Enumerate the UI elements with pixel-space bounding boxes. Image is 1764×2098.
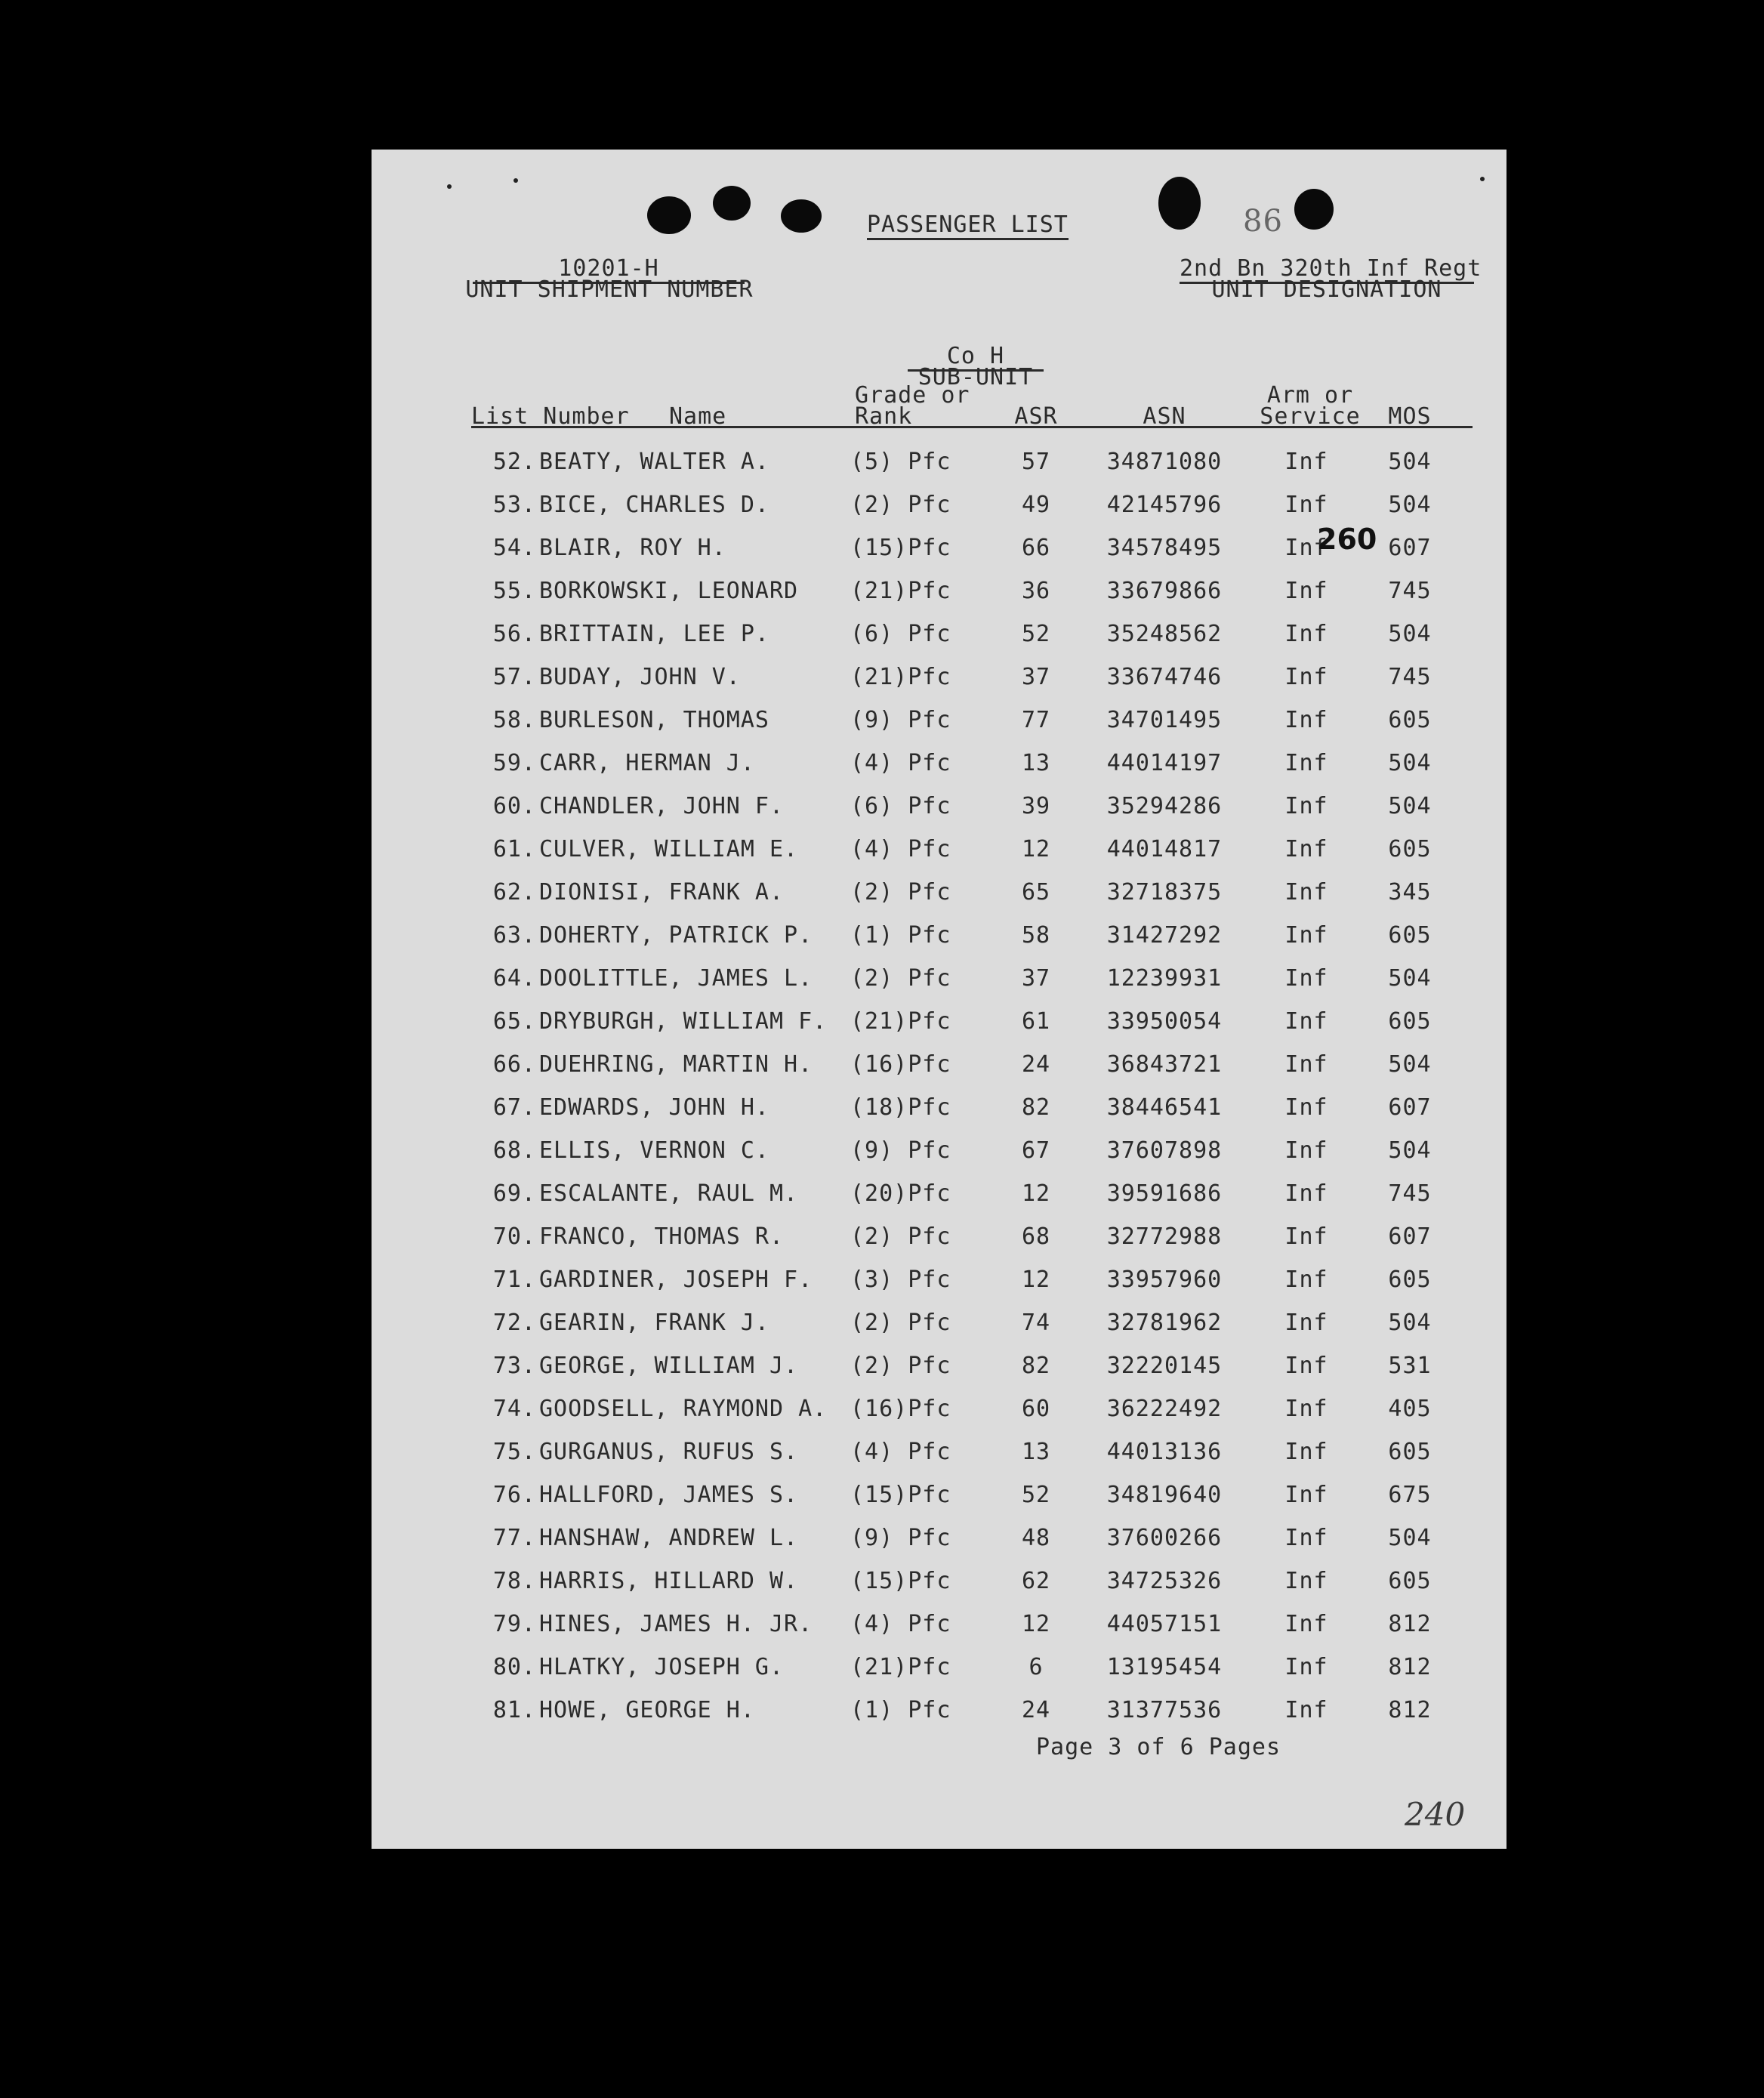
list-number: 63. <box>492 922 536 949</box>
col-header-arm-line1: Arm or <box>1266 382 1354 409</box>
list-number: 74. <box>492 1396 536 1422</box>
arm: Inf <box>1284 1180 1328 1207</box>
person-name: BLAIR, ROY H. <box>539 535 726 561</box>
grade: (5) Pfc <box>850 449 951 475</box>
asr: 62 <box>1021 1568 1051 1594</box>
table-row <box>372 707 1506 749</box>
arm: Inf <box>1284 965 1328 992</box>
table-row <box>372 1439 1506 1481</box>
sub-unit-label: SUB-UNIT <box>917 364 1034 390</box>
arm: Inf <box>1284 1525 1328 1551</box>
document-page <box>372 150 1506 1849</box>
mos: 605 <box>1388 1008 1432 1035</box>
arm: Inf <box>1284 1310 1328 1336</box>
mos: 504 <box>1388 965 1432 992</box>
list-number: 79. <box>492 1611 536 1637</box>
list-number: 73. <box>492 1353 536 1379</box>
person-name: HLATKY, JOSEPH G. <box>539 1654 785 1680</box>
asr: 6 <box>1028 1654 1044 1680</box>
person-name: BURLESON, THOMAS <box>539 707 769 733</box>
arm: Inf <box>1284 449 1328 475</box>
punch-hole-1 <box>647 196 691 234</box>
unit-designation: 2nd Bn 320th Inf Regt <box>1180 255 1474 284</box>
list-number: 58. <box>492 707 536 733</box>
table-row <box>372 1482 1506 1524</box>
asn: 34871080 <box>1106 449 1223 475</box>
list-number: 78. <box>492 1568 536 1594</box>
arm: Inf <box>1284 750 1328 776</box>
grade: (6) Pfc <box>850 793 951 819</box>
person-name: HARRIS, HILLARD W. <box>539 1568 799 1594</box>
document-title: PASSENGER LIST <box>867 211 1069 240</box>
table-row <box>372 750 1506 792</box>
table-row <box>372 1568 1506 1610</box>
person-name: EDWARDS, JOHN H. <box>539 1094 769 1121</box>
list-number: 59. <box>492 750 536 776</box>
asr: 52 <box>1021 621 1051 647</box>
asn: 33957960 <box>1106 1267 1223 1293</box>
asr: 65 <box>1021 879 1051 906</box>
table-row <box>372 1267 1506 1309</box>
grade: (16)Pfc <box>850 1051 951 1078</box>
person-name: GEORGE, WILLIAM J. <box>539 1353 799 1379</box>
unit-shipment-number: 10201-H <box>473 255 745 284</box>
person-name: ELLIS, VERNON C. <box>539 1137 769 1164</box>
asn: 35248562 <box>1106 621 1223 647</box>
unit-designation-label: UNIT DESIGNATION <box>1211 276 1442 303</box>
arm: Inf <box>1284 922 1328 949</box>
list-number: 71. <box>492 1267 536 1293</box>
grade: (4) Pfc <box>850 1611 951 1637</box>
grade: (9) Pfc <box>850 707 951 733</box>
asn: 44013136 <box>1106 1439 1223 1465</box>
person-name: BEATY, WALTER A. <box>539 449 769 475</box>
grade: (2) Pfc <box>850 1310 951 1336</box>
arm: Inf <box>1284 1697 1328 1723</box>
list-number: 75. <box>492 1439 536 1465</box>
person-name: GARDINER, JOSEPH F. <box>539 1267 813 1293</box>
table-row <box>372 1353 1506 1395</box>
asn: 39591686 <box>1106 1180 1223 1207</box>
mos: 607 <box>1388 1223 1432 1250</box>
asn: 32772988 <box>1106 1223 1223 1250</box>
asr: 60 <box>1021 1396 1051 1422</box>
list-number: 76. <box>492 1482 536 1508</box>
punch-hole-4 <box>1158 177 1201 230</box>
table-row <box>372 664 1506 706</box>
person-name: DOOLITTLE, JAMES L. <box>539 965 813 992</box>
punch-hole-2 <box>713 186 751 221</box>
person-name: HANSHAW, ANDREW L. <box>539 1525 799 1551</box>
asn: 13195454 <box>1106 1654 1223 1680</box>
punch-hole-3 <box>781 199 822 233</box>
mos: 345 <box>1388 879 1432 906</box>
table-row <box>372 879 1506 921</box>
table-row <box>372 1051 1506 1094</box>
arm: Inf <box>1284 707 1328 733</box>
asn: 38446541 <box>1106 1094 1223 1121</box>
grade: (21)Pfc <box>850 1654 951 1680</box>
mos: 745 <box>1388 664 1432 690</box>
asn: 32220145 <box>1106 1353 1223 1379</box>
asr: 13 <box>1021 750 1051 776</box>
mos: 504 <box>1388 1137 1432 1164</box>
table-row <box>372 793 1506 835</box>
person-name: HALLFORD, JAMES S. <box>539 1482 799 1508</box>
asn: 33679866 <box>1106 578 1223 604</box>
mos: 745 <box>1388 1180 1432 1207</box>
list-number: 60. <box>492 793 536 819</box>
person-name: GURGANUS, RUFUS S. <box>539 1439 799 1465</box>
arm: Inf <box>1284 1223 1328 1250</box>
asr: 67 <box>1021 1137 1051 1164</box>
grade: (2) Pfc <box>850 492 951 518</box>
mos: 607 <box>1388 1094 1432 1121</box>
grade: (9) Pfc <box>850 1137 951 1164</box>
person-name: CARR, HERMAN J. <box>539 750 755 776</box>
asr: 66 <box>1021 535 1051 561</box>
asn: 36843721 <box>1106 1051 1223 1078</box>
col-header-name: Name <box>669 403 727 430</box>
list-number: 53. <box>492 492 536 518</box>
person-name: FRANCO, THOMAS R. <box>539 1223 785 1250</box>
mos: 675 <box>1388 1482 1432 1508</box>
asn: 34819640 <box>1106 1482 1223 1508</box>
table-row <box>372 1180 1506 1223</box>
mos: 605 <box>1388 922 1432 949</box>
person-name: BRITTAIN, LEE P. <box>539 621 769 647</box>
asn: 44014817 <box>1106 836 1223 862</box>
folio-number: 240 <box>1405 1796 1466 1833</box>
asr: 24 <box>1021 1051 1051 1078</box>
table-row <box>372 578 1506 620</box>
grade: (15)Pfc <box>850 535 951 561</box>
asr: 37 <box>1021 664 1051 690</box>
grade: (2) Pfc <box>850 1223 951 1250</box>
table-row <box>372 922 1506 964</box>
asr: 74 <box>1021 1310 1051 1336</box>
header-rule <box>471 426 1473 428</box>
person-name: BICE, CHARLES D. <box>539 492 769 518</box>
col-header-asn: ASN <box>1143 403 1186 430</box>
person-name: DRYBURGH, WILLIAM F. <box>539 1008 828 1035</box>
mos: 405 <box>1388 1396 1432 1422</box>
table-row <box>372 1396 1506 1438</box>
grade: (21)Pfc <box>850 664 951 690</box>
grade: (1) Pfc <box>850 1697 951 1723</box>
asr: 82 <box>1021 1353 1051 1379</box>
table-row <box>372 1611 1506 1653</box>
mos: 605 <box>1388 1568 1432 1594</box>
speck-3 <box>1480 177 1485 181</box>
person-name: HOWE, GEORGE H. <box>539 1697 755 1723</box>
asn: 12239931 <box>1106 965 1223 992</box>
mos: 504 <box>1388 1051 1432 1078</box>
table-row <box>372 621 1506 663</box>
table-row <box>372 1008 1506 1051</box>
person-name: BORKOWSKI, LEONARD <box>539 578 799 604</box>
asr: 12 <box>1021 1611 1051 1637</box>
mos: 812 <box>1388 1611 1432 1637</box>
col-header-asr: ASR <box>1014 403 1058 430</box>
list-number: 64. <box>492 965 536 992</box>
mos: 504 <box>1388 750 1432 776</box>
grade: (20)Pfc <box>850 1180 951 1207</box>
mos: 504 <box>1388 449 1432 475</box>
table-row <box>372 1223 1506 1266</box>
table-row <box>372 1310 1506 1352</box>
grade: (2) Pfc <box>850 1353 951 1379</box>
col-header-grade-line1: Grade or <box>855 382 970 409</box>
person-name: DIONISI, FRANK A. <box>539 879 785 906</box>
person-name: DOHERTY, PATRICK P. <box>539 922 813 949</box>
asr: 12 <box>1021 836 1051 862</box>
asr: 36 <box>1021 578 1051 604</box>
asn: 34578495 <box>1106 535 1223 561</box>
asr: 77 <box>1021 707 1051 733</box>
asn: 44014197 <box>1106 750 1223 776</box>
asn: 35294286 <box>1106 793 1223 819</box>
asn: 31427292 <box>1106 922 1223 949</box>
stamp-number: 260 <box>1317 523 1377 556</box>
grade: (21)Pfc <box>850 578 951 604</box>
mos: 605 <box>1388 1439 1432 1465</box>
person-name: GOODSELL, RAYMOND A. <box>539 1396 828 1422</box>
table-row <box>372 449 1506 491</box>
grade: (4) Pfc <box>850 1439 951 1465</box>
asn: 31377536 <box>1106 1697 1223 1723</box>
grade: (15)Pfc <box>850 1482 951 1508</box>
arm: Inf <box>1284 836 1328 862</box>
col-header-list-number: List Number <box>471 403 630 430</box>
list-number: 68. <box>492 1137 536 1164</box>
mos: 605 <box>1388 836 1432 862</box>
list-number: 54. <box>492 535 536 561</box>
asr: 61 <box>1021 1008 1051 1035</box>
table-row <box>372 1697 1506 1739</box>
list-number: 57. <box>492 664 536 690</box>
asr: 82 <box>1021 1094 1051 1121</box>
grade: (15)Pfc <box>850 1568 951 1594</box>
arm: Inf <box>1284 1568 1328 1594</box>
arm: Inf <box>1284 621 1328 647</box>
arm: Inf <box>1284 1353 1328 1379</box>
arm: Inf <box>1284 1654 1328 1680</box>
asn: 34701495 <box>1106 707 1223 733</box>
grade: (3) Pfc <box>850 1267 951 1293</box>
col-header-grade-line2: Rank <box>855 403 913 430</box>
grade: (9) Pfc <box>850 1525 951 1551</box>
sub-unit: Co H <box>908 343 1044 372</box>
mos: 607 <box>1388 535 1432 561</box>
table-row <box>372 1525 1506 1567</box>
speck-1 <box>447 184 452 189</box>
person-name: BUDAY, JOHN V. <box>539 664 741 690</box>
mos: 605 <box>1388 1267 1432 1293</box>
grade: (2) Pfc <box>850 965 951 992</box>
grade: (4) Pfc <box>850 836 951 862</box>
speck-2 <box>513 178 518 183</box>
person-name: DUEHRING, MARTIN H. <box>539 1051 813 1078</box>
arm: Inf <box>1284 1611 1328 1637</box>
list-number: 66. <box>492 1051 536 1078</box>
table-row <box>372 1137 1506 1180</box>
asn: 34725326 <box>1106 1568 1223 1594</box>
list-number: 52. <box>492 449 536 475</box>
arm: Inf <box>1284 1439 1328 1465</box>
person-name: ESCALANTE, RAUL M. <box>539 1180 799 1207</box>
table-row <box>372 836 1506 878</box>
list-number: 80. <box>492 1654 536 1680</box>
list-number: 77. <box>492 1525 536 1551</box>
arm: Inf <box>1284 1051 1328 1078</box>
list-number: 81. <box>492 1697 536 1723</box>
page-number-handwritten: 86 <box>1243 204 1283 239</box>
mos: 812 <box>1388 1654 1432 1680</box>
grade: (4) Pfc <box>850 750 951 776</box>
asn: 32781962 <box>1106 1310 1223 1336</box>
asr: 12 <box>1021 1180 1051 1207</box>
asn: 33674746 <box>1106 664 1223 690</box>
asr: 39 <box>1021 793 1051 819</box>
grade: (21)Pfc <box>850 1008 951 1035</box>
asr: 58 <box>1021 922 1051 949</box>
arm: Inf <box>1284 1008 1328 1035</box>
asr: 49 <box>1021 492 1051 518</box>
asr: 24 <box>1021 1697 1051 1723</box>
mos: 745 <box>1388 578 1432 604</box>
grade: (16)Pfc <box>850 1396 951 1422</box>
asr: 12 <box>1021 1267 1051 1293</box>
asn: 37607898 <box>1106 1137 1223 1164</box>
list-number: 65. <box>492 1008 536 1035</box>
person-name: CHANDLER, JOHN F. <box>539 793 785 819</box>
table-row <box>372 1654 1506 1696</box>
list-number: 72. <box>492 1310 536 1336</box>
list-number: 70. <box>492 1223 536 1250</box>
asn: 36222492 <box>1106 1396 1223 1422</box>
arm: Inf <box>1284 535 1328 561</box>
grade: (1) Pfc <box>850 922 951 949</box>
asn: 37600266 <box>1106 1525 1223 1551</box>
person-name: GEARIN, FRANK J. <box>539 1310 769 1336</box>
punch-hole-5 <box>1294 189 1334 230</box>
col-header-mos: MOS <box>1388 403 1432 430</box>
page-footer: Page 3 of 6 Pages <box>1036 1734 1281 1760</box>
mos: 531 <box>1388 1353 1432 1379</box>
asr: 48 <box>1021 1525 1051 1551</box>
list-number: 56. <box>492 621 536 647</box>
list-number: 55. <box>492 578 536 604</box>
mos: 504 <box>1388 621 1432 647</box>
arm: Inf <box>1284 664 1328 690</box>
mos: 605 <box>1388 707 1432 733</box>
arm: Inf <box>1284 1396 1328 1422</box>
list-number: 67. <box>492 1094 536 1121</box>
asr: 13 <box>1021 1439 1051 1465</box>
asn: 44057151 <box>1106 1611 1223 1637</box>
grade: (6) Pfc <box>850 621 951 647</box>
list-number: 62. <box>492 879 536 906</box>
mos: 812 <box>1388 1697 1432 1723</box>
arm: Inf <box>1284 1094 1328 1121</box>
arm: Inf <box>1284 1137 1328 1164</box>
mos: 504 <box>1388 793 1432 819</box>
unit-shipment-label: UNIT SHIPMENT NUMBER <box>465 276 754 303</box>
table-row <box>372 1094 1506 1137</box>
list-number: 69. <box>492 1180 536 1207</box>
mos: 504 <box>1388 1525 1432 1551</box>
asn: 32718375 <box>1106 879 1223 906</box>
mos: 504 <box>1388 1310 1432 1336</box>
arm: Inf <box>1284 1482 1328 1508</box>
mos: 504 <box>1388 492 1432 518</box>
asr: 52 <box>1021 1482 1051 1508</box>
arm: Inf <box>1284 492 1328 518</box>
table-row <box>372 965 1506 1007</box>
grade: (2) Pfc <box>850 879 951 906</box>
list-number: 61. <box>492 836 536 862</box>
person-name: HINES, JAMES H. JR. <box>539 1611 813 1637</box>
asr: 68 <box>1021 1223 1051 1250</box>
arm: Inf <box>1284 793 1328 819</box>
col-header-arm-line2: Service <box>1260 403 1361 430</box>
arm: Inf <box>1284 879 1328 906</box>
asr: 57 <box>1021 449 1051 475</box>
arm: Inf <box>1284 1267 1328 1293</box>
asn: 33950054 <box>1106 1008 1223 1035</box>
grade: (18)Pfc <box>850 1094 951 1121</box>
asr: 37 <box>1021 965 1051 992</box>
arm: Inf <box>1284 578 1328 604</box>
person-name: CULVER, WILLIAM E. <box>539 836 799 862</box>
asn: 42145796 <box>1106 492 1223 518</box>
